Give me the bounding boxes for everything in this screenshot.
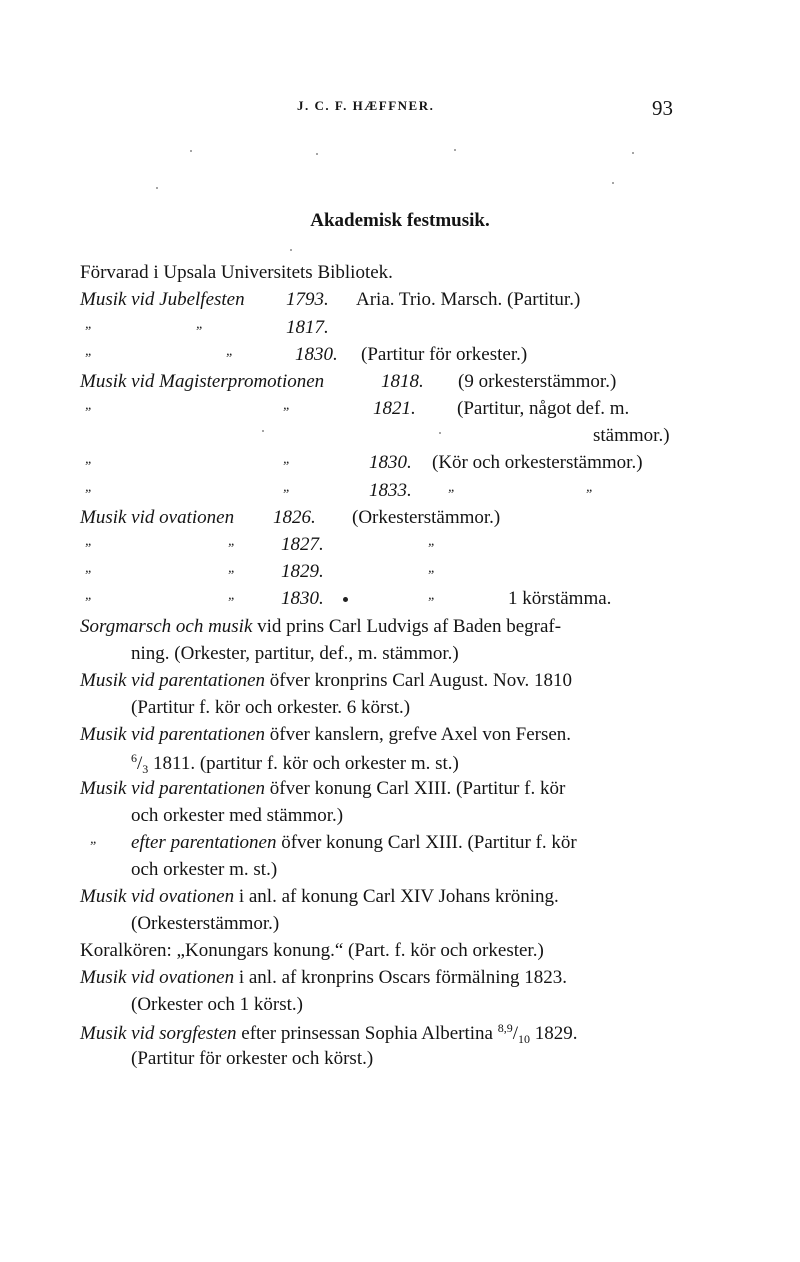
- fraction-denominator: 3: [142, 762, 149, 776]
- ditto-mark: „: [228, 588, 236, 603]
- ditto-mark: „: [228, 561, 236, 576]
- work-title: Musik vid parentationen: [80, 670, 266, 691]
- work-desc: i anl. af konung Carl XIV Johans kröning.: [238, 886, 559, 907]
- work-desc-cont: (Partitur f. kör och orkester. 6 körst.): [131, 697, 411, 718]
- list-item: [80, 1022, 578, 1045]
- date-fraction: $^6/_3$: [131, 751, 149, 776]
- list-item: [80, 968, 567, 987]
- work-desc: 1829.: [534, 1023, 578, 1044]
- work-desc: Koralkören: „Konungars konung.“ (Part. f. kör och orkester.): [80, 940, 544, 961]
- ditto-mark: „: [586, 480, 594, 495]
- work-desc-cont: (Orkesterstämmor.): [131, 913, 280, 934]
- work-year: 1818.: [381, 371, 424, 392]
- ditto-mark: „: [228, 534, 236, 549]
- work-desc-cont: (Orkester och 1 körst.): [131, 994, 304, 1015]
- ditto-mark: „: [85, 588, 93, 603]
- ditto-mark: „: [226, 344, 234, 359]
- date-fraction: $^{8,9}/_{10}$: [497, 1021, 531, 1046]
- work-title: Musik vid sorgfesten: [80, 1023, 237, 1044]
- list-item: [80, 617, 561, 636]
- work-desc: (Orkesterstämmor.): [352, 507, 501, 528]
- ditto-mark: „: [85, 452, 93, 467]
- work-desc-cont: stämmor.): [593, 425, 670, 446]
- list-item: [80, 671, 572, 690]
- ditto-mark: „: [196, 317, 204, 332]
- work-title: Musik vid Magisterpromotionen: [80, 371, 325, 392]
- fraction-numerator: 6: [131, 751, 137, 765]
- list-item: [80, 725, 571, 744]
- work-desc: i anl. af kronprins Oscars förmälning 1823.: [238, 967, 568, 988]
- ditto-mark: „: [90, 832, 98, 847]
- intro-line: Förvarad i Upsala Universitets Bibliotek.: [80, 262, 393, 283]
- scan-speck: [316, 153, 318, 155]
- scan-speck: [612, 182, 614, 184]
- ditto-mark: „: [85, 480, 93, 495]
- work-title: Musik vid parentationen: [80, 778, 266, 799]
- work-desc-cont: (Partitur för orkester och körst.): [131, 1048, 374, 1069]
- work-desc-cont: och orkester med stämmor.): [131, 805, 344, 826]
- work-desc-cont: ning. (Orkester, partitur, def., m. stämmor.): [131, 643, 459, 664]
- work-year: 1821.: [373, 398, 416, 419]
- work-desc: vid prins Carl Ludvigs af Baden begraf-: [257, 616, 562, 637]
- work-title: Musik vid ovationen: [80, 507, 235, 528]
- ditto-mark: „: [85, 398, 93, 413]
- scan-speck: [156, 187, 158, 189]
- work-desc: Aria. Trio. Marsch. (Partitur.): [356, 289, 581, 310]
- work-title: Musik vid ovationen: [80, 886, 235, 907]
- page-number: 93: [652, 96, 673, 120]
- work-desc: (Partitur, något def. m.: [457, 398, 630, 419]
- work-desc: (Kör och orkesterstämmor.): [432, 452, 643, 473]
- ditto-mark: „: [283, 452, 291, 467]
- work-year: 1830.: [281, 588, 324, 609]
- scan-speck: [632, 152, 634, 154]
- work-title: Sorgmarsch och musik: [80, 616, 253, 637]
- work-year: 1826.: [273, 507, 316, 528]
- work-desc: öfver konung Carl XIII. (Partitur f. kör: [269, 778, 566, 799]
- work-title: Musik vid parentationen: [80, 724, 266, 745]
- work-year: 1833.: [369, 480, 412, 501]
- list-item: [80, 290, 245, 309]
- work-desc: (9 orkesterstämmor.): [458, 371, 617, 392]
- fraction-denominator: 10: [518, 1032, 531, 1046]
- scan-speck: [262, 430, 264, 432]
- work-year: 1829.: [281, 561, 324, 582]
- scan-speck: [454, 149, 456, 151]
- ditto-mark: „: [448, 480, 456, 495]
- ditto-mark: „: [85, 344, 93, 359]
- ditto-mark: „: [283, 398, 291, 413]
- ditto-mark: „: [85, 561, 93, 576]
- work-year: 1830.: [369, 452, 412, 473]
- fraction-numerator: 8,9: [497, 1021, 513, 1035]
- scan-speck: [343, 597, 348, 602]
- work-year: 1827.: [281, 534, 324, 555]
- work-desc: (Partitur för orkester.): [361, 344, 528, 365]
- ditto-mark: „: [283, 480, 291, 495]
- work-desc-cont: 1811. (partitur f. kör och orkester m. st.): [153, 753, 459, 774]
- ditto-mark: „: [85, 317, 93, 332]
- list-item: [80, 887, 559, 906]
- work-desc: efter prinsessan Sophia Albertina: [241, 1023, 493, 1044]
- work-year: 1830.: [295, 344, 338, 365]
- work-desc: 1 körstämma.: [508, 588, 612, 609]
- work-title: Musik vid Jubelfesten: [80, 289, 245, 310]
- list-item: [131, 752, 459, 775]
- scan-speck: [190, 150, 192, 152]
- ditto-mark: „: [428, 534, 436, 549]
- work-desc: öfver konung Carl XIII. (Partitur f. kör: [281, 832, 577, 853]
- section-title: Akademisk festmusik.: [310, 210, 490, 231]
- ditto-mark: „: [85, 534, 93, 549]
- ditto-mark: „: [428, 561, 436, 576]
- work-desc: öfver kronprins Carl August. Nov. 1810: [269, 670, 573, 691]
- work-desc-cont: och orkester m. st.): [131, 859, 278, 880]
- scan-speck: [439, 432, 441, 434]
- ditto-mark: „: [428, 588, 436, 603]
- work-title: efter parentationen: [131, 832, 277, 853]
- list-item: [80, 779, 565, 798]
- work-desc: öfver kanslern, grefve Axel von Fersen.: [269, 724, 572, 745]
- work-year: 1817.: [286, 317, 329, 338]
- scan-speck: [290, 249, 292, 251]
- list-item: [131, 833, 577, 852]
- work-title: Musik vid ovationen: [80, 967, 235, 988]
- running-header: J. C. F. HÆFFNER.: [297, 98, 435, 113]
- work-year: 1793.: [286, 289, 329, 310]
